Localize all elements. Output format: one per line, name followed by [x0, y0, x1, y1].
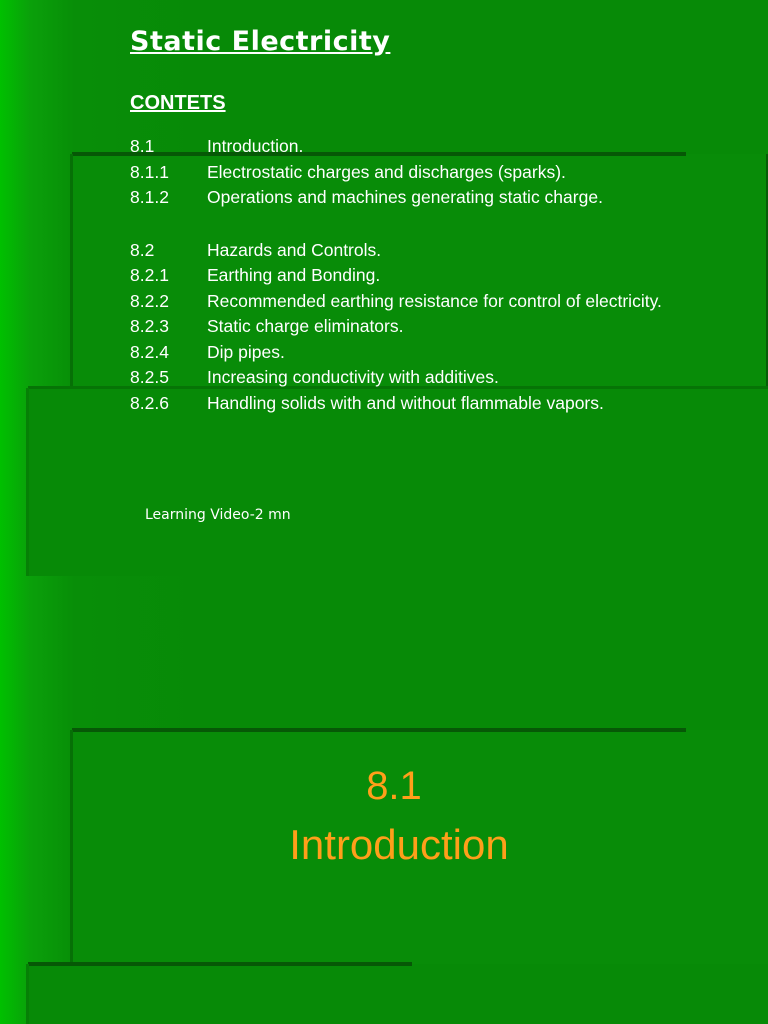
toc-text: Introduction.: [207, 136, 304, 156]
toc-number: 8.2.6: [130, 392, 169, 413]
toc-text: Operations and machines generating static charge.: [207, 187, 603, 207]
decor-edge: [26, 964, 29, 1024]
toc-number: 8.1.2: [130, 187, 169, 207]
toc-text: Dip pipes.: [207, 341, 285, 362]
toc-text: Recommended earthing resistance for control of electricity.: [207, 290, 662, 311]
toc-item: [130, 161, 750, 187]
video-link-label[interactable]: Learning Video-2 mn: [145, 507, 291, 523]
decor-edge: [28, 962, 412, 966]
toc-item: [130, 186, 750, 212]
decor-edge: [70, 154, 73, 388]
toc-number: 8.1.1: [130, 161, 169, 182]
toc-item: [130, 239, 750, 265]
toc-item: [130, 135, 750, 161]
toc-text: Handling solids with and without flammable vapors.: [207, 392, 604, 413]
toc-text: Earthing and Bonding.: [207, 265, 381, 285]
toc-item: [130, 366, 750, 392]
toc-number: 8.2.4: [130, 341, 169, 362]
section-title: Introduction: [289, 821, 509, 868]
toc-item: [130, 264, 750, 290]
page-title: Static Electricity: [130, 26, 391, 57]
decor-edge: [26, 388, 29, 576]
section-number: 8.1: [366, 764, 422, 808]
toc-number: 8.2.5: [130, 367, 169, 387]
slide-section-intro: [0, 576, 768, 1024]
toc-number: 8.2: [130, 239, 155, 260]
toc-text: Hazards and Controls.: [207, 239, 382, 260]
toc-text: Static charge eliminators.: [207, 316, 404, 336]
toc-text: Increasing conductivity with additives.: [207, 367, 499, 387]
toc-item: [130, 290, 750, 316]
toc-item: [130, 341, 750, 367]
table-of-contents: [130, 135, 750, 417]
toc-number: 8.1: [130, 136, 155, 156]
decor-edge: [72, 728, 686, 732]
toc-number: 8.2.1: [130, 265, 169, 285]
toc-number: 8.2.3: [130, 316, 169, 336]
toc-item: [130, 315, 750, 341]
toc-number: 8.2.2: [130, 290, 169, 311]
toc-text: Electrostatic charges and discharges (sparks).: [207, 161, 566, 182]
toc-item: [130, 392, 750, 418]
contents-heading: CONTETS: [130, 92, 226, 114]
decor-panel: [28, 964, 768, 1024]
